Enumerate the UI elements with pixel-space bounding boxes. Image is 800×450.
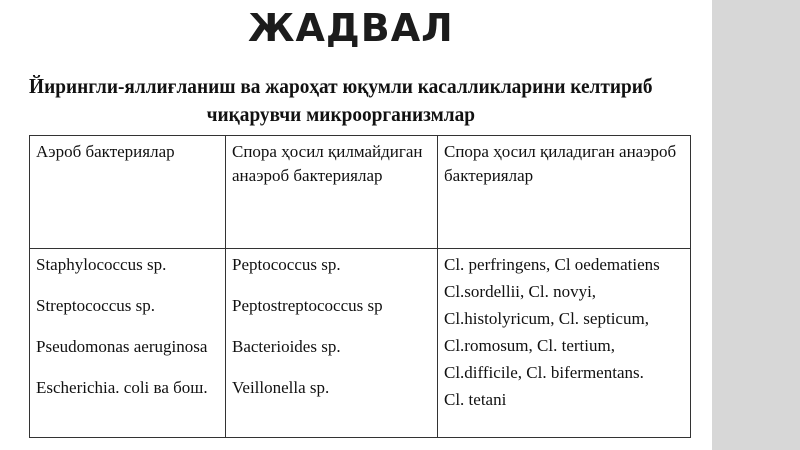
decorative-sidebar bbox=[712, 0, 800, 450]
list-item: Pseudomonas aeruginosa bbox=[36, 337, 208, 356]
list-item: Cl.sordellii, Cl. novyi, bbox=[444, 282, 597, 301]
spore-cell bbox=[438, 249, 691, 438]
list-item: Cl.romosum, Cl. tertium, bbox=[444, 336, 615, 355]
table-caption bbox=[28, 72, 654, 128]
list-item: Cl.difficile, Cl. bifermentans. bbox=[444, 363, 644, 382]
caption-line-2: чиқарувчи микроорганизмлар bbox=[206, 102, 475, 126]
list-item: Cl. perfringens, Cl oedematiens bbox=[444, 255, 660, 274]
list-item: Escherichia. coli ва бош. bbox=[36, 378, 208, 397]
list-item: Peptostreptococcus sp bbox=[232, 296, 383, 315]
table-row bbox=[30, 249, 691, 438]
nonspore-cell bbox=[226, 249, 438, 438]
list-item: Streptococcus sp. bbox=[36, 296, 155, 315]
bacteria-table bbox=[29, 135, 691, 438]
list-item: Bacterioides sp. bbox=[232, 337, 341, 356]
slide-heading: ЖАДВАЛ bbox=[248, 6, 454, 50]
header-spore-label: Спора ҳосил қиладиган анаэроб бактериялар bbox=[444, 142, 677, 185]
list-item: Staphylococcus sp. bbox=[36, 255, 167, 274]
header-nonspore-label: Спора ҳосил қилмайдиган анаэроб бактериялар bbox=[232, 142, 423, 185]
header-spore-anaerobic bbox=[438, 136, 691, 249]
aerobic-cell bbox=[30, 249, 226, 438]
list-item: Veillonella sp. bbox=[232, 378, 330, 397]
list-item: Cl. tetani bbox=[444, 390, 507, 409]
header-nonspore-anaerobic bbox=[226, 136, 438, 249]
header-aerobic-label: Аэроб бактериялар bbox=[36, 142, 175, 161]
list-item: Peptococcus sp. bbox=[232, 255, 341, 274]
table-header-row bbox=[30, 136, 691, 249]
header-aerobic bbox=[30, 136, 226, 249]
list-item: Cl.histolyricum, Cl. septicum, bbox=[444, 309, 649, 328]
caption-line-1: Йирингли-яллиғланиш ва жароҳат юқумли касалликларини келтириб bbox=[29, 74, 653, 98]
